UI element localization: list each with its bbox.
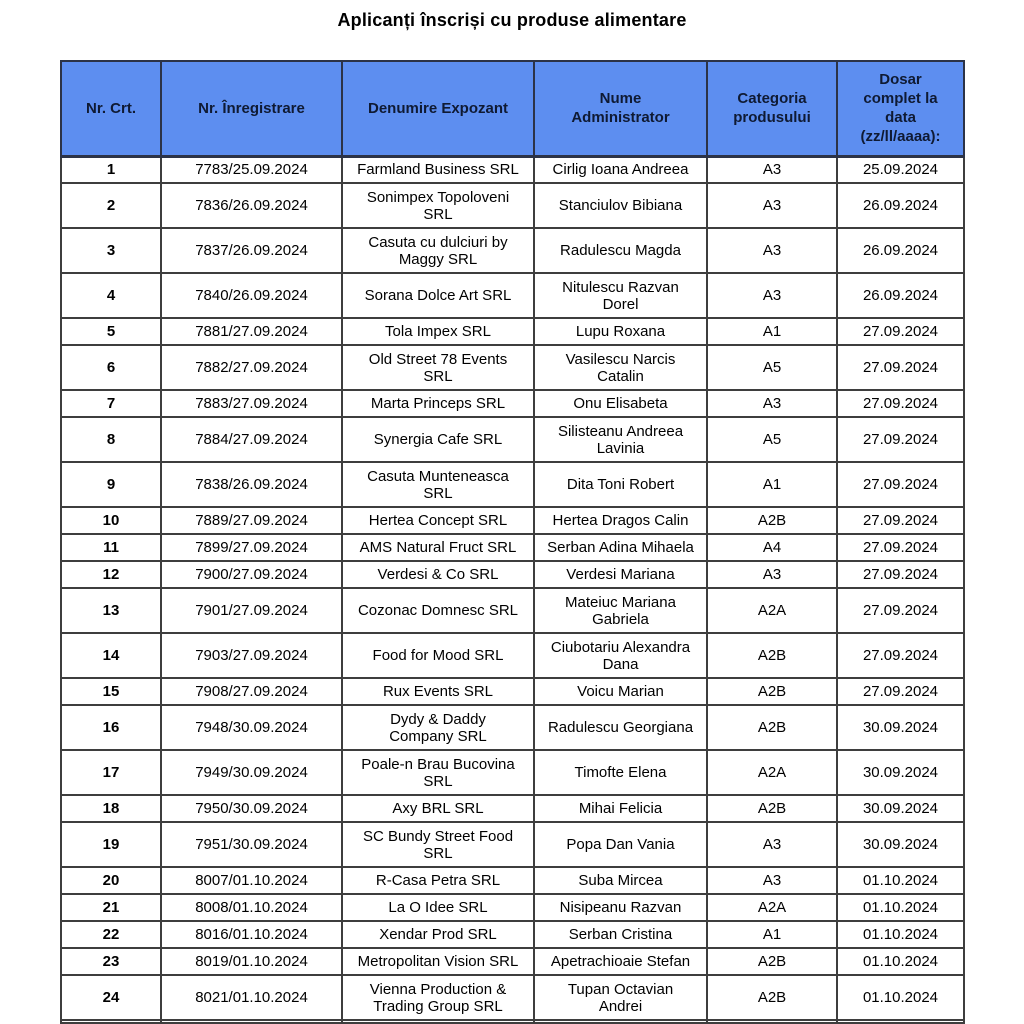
col-header-categoria-produsului: Categoria produsului	[707, 61, 837, 156]
col-header-denumire-expozant: Denumire Expozant	[342, 61, 534, 156]
table-row	[61, 750, 964, 795]
table-cell: A1	[707, 318, 837, 345]
table-cell: 21	[61, 894, 161, 921]
table-cell: Axy BRL SRL	[342, 795, 534, 822]
table-cell: A5	[707, 345, 837, 390]
table-cell: 16	[61, 705, 161, 750]
table-cell: 30.09.2024	[837, 795, 964, 822]
table-cell: 27.09.2024	[837, 417, 964, 462]
table-cell: 01.10.2024	[837, 948, 964, 975]
table-cell: 01.10.2024	[837, 867, 964, 894]
table-cell: Silisteanu Andreea Lavinia	[534, 417, 707, 462]
table-row	[61, 894, 964, 921]
table-header	[61, 61, 964, 156]
table-cell: Casuta Munteneasca SRL	[342, 462, 534, 507]
table-cell: A3	[707, 867, 837, 894]
table-cell: A2A	[707, 894, 837, 921]
table-cell: 30.09.2024	[837, 705, 964, 750]
table-cell: A4	[707, 534, 837, 561]
table-cell: A3	[707, 228, 837, 273]
table-cell: 26.09.2024	[837, 273, 964, 318]
table-row	[61, 417, 964, 462]
table-row	[61, 921, 964, 948]
table-cell: 26.09.2024	[837, 228, 964, 273]
table-cell: A2B	[707, 948, 837, 975]
table-cell: 8016/01.10.2024	[161, 921, 342, 948]
table-cell: 18	[61, 795, 161, 822]
table-cell: Farmland Business SRL	[342, 156, 534, 183]
table-cell: 01.10.2024	[837, 975, 964, 1020]
table-cell: 26.09.2024	[837, 183, 964, 228]
table-cell: 25.09.2024	[837, 156, 964, 183]
table-cell	[161, 1020, 342, 1023]
table-cell: 7840/26.09.2024	[161, 273, 342, 318]
table-cell: Radulescu Georgiana	[534, 705, 707, 750]
table-cell: Synergia Cafe SRL	[342, 417, 534, 462]
table-cell: Mihai Felicia	[534, 795, 707, 822]
table-cell: Suba Mircea	[534, 867, 707, 894]
table-cell: Tupan Octavian Andrei	[534, 975, 707, 1020]
table-cell: 7899/27.09.2024	[161, 534, 342, 561]
table-cell: 10	[61, 507, 161, 534]
header-row	[61, 61, 964, 156]
table-cell: Sorana Dolce Art SRL	[342, 273, 534, 318]
table-row	[61, 228, 964, 273]
table-cell: Verdesi & Co SRL	[342, 561, 534, 588]
table-cell: 7883/27.09.2024	[161, 390, 342, 417]
table-cell: 8008/01.10.2024	[161, 894, 342, 921]
table-cell: A5	[707, 417, 837, 462]
table-cell: 27.09.2024	[837, 678, 964, 705]
table-cell: 7783/25.09.2024	[161, 156, 342, 183]
table-row	[61, 822, 964, 867]
table-cell: 27.09.2024	[837, 462, 964, 507]
table-cell: Tola Impex SRL	[342, 318, 534, 345]
table-cell: 7950/30.09.2024	[161, 795, 342, 822]
table-cell: 7	[61, 390, 161, 417]
table-cell: Poale-n Brau Bucovina SRL	[342, 750, 534, 795]
table-row	[61, 867, 964, 894]
table-row	[61, 534, 964, 561]
table-cell: A2A	[707, 750, 837, 795]
table-cell: 7901/27.09.2024	[161, 588, 342, 633]
table-cell: A2B	[707, 507, 837, 534]
table-row	[61, 345, 964, 390]
table-cell: A1	[707, 462, 837, 507]
table-cell: 13	[61, 588, 161, 633]
table-row	[61, 156, 964, 183]
col-header-dosar-complet: Dosar complet la data (zz/ll/aaaa):	[837, 61, 964, 156]
table-cell: 7836/26.09.2024	[161, 183, 342, 228]
table-cell: Metropolitan Vision SRL	[342, 948, 534, 975]
table-row	[61, 318, 964, 345]
table-row	[61, 678, 964, 705]
table-cell: 17	[61, 750, 161, 795]
table-cell: 14	[61, 633, 161, 678]
table-cell: Voicu Marian	[534, 678, 707, 705]
table-cell: 19	[61, 822, 161, 867]
table-row	[61, 795, 964, 822]
table-cell: A1	[707, 921, 837, 948]
table-cell: 4	[61, 273, 161, 318]
col-header-nr-crt: Nr. Crt.	[61, 61, 161, 156]
table-cell: Verdesi Mariana	[534, 561, 707, 588]
table-cell: A2B	[707, 795, 837, 822]
table-cell: Radulescu Magda	[534, 228, 707, 273]
table-cell: A3	[707, 156, 837, 183]
table-cell: 9	[61, 462, 161, 507]
table-cell: A2B	[707, 975, 837, 1020]
table-cell: Casuta cu dulciuri by Maggy SRL	[342, 228, 534, 273]
table-row	[61, 507, 964, 534]
table-cell: Serban Cristina	[534, 921, 707, 948]
table-cell: 15	[61, 678, 161, 705]
table-cell: Rux Events SRL	[342, 678, 534, 705]
table-cell: A3	[707, 561, 837, 588]
table-cell: A2B	[707, 705, 837, 750]
col-header-nr-inregistrare: Nr. Înregistrare	[161, 61, 342, 156]
table-cell: 7951/30.09.2024	[161, 822, 342, 867]
table-cell: Ciubotariu Alexandra Dana	[534, 633, 707, 678]
table-cell: 27.09.2024	[837, 390, 964, 417]
table-row	[61, 390, 964, 417]
table-cell: 27.09.2024	[837, 561, 964, 588]
table-cell: Sonimpex Topoloveni SRL	[342, 183, 534, 228]
table-row	[61, 948, 964, 975]
table-cell: 7908/27.09.2024	[161, 678, 342, 705]
table-row	[61, 588, 964, 633]
table-cell: R-Casa Petra SRL	[342, 867, 534, 894]
table-cell: 27.09.2024	[837, 534, 964, 561]
table-cell: 01.10.2024	[837, 894, 964, 921]
col-header-nume-administrator: Nume Administrator	[534, 61, 707, 156]
applicants-table	[60, 60, 965, 1024]
table-row-partial	[61, 1020, 964, 1023]
table-cell	[342, 1020, 534, 1023]
table-cell: Dydy & Daddy Company SRL	[342, 705, 534, 750]
table-cell: Old Street 78 Events SRL	[342, 345, 534, 390]
table-cell: 22	[61, 921, 161, 948]
table-cell: Popa Dan Vania	[534, 822, 707, 867]
table-cell: 6	[61, 345, 161, 390]
table-cell: Cirlig Ioana Andreea	[534, 156, 707, 183]
table-cell: Food for Mood SRL	[342, 633, 534, 678]
table-cell: 3	[61, 228, 161, 273]
table-cell: A3	[707, 273, 837, 318]
table-cell: Vasilescu Narcis Catalin	[534, 345, 707, 390]
table-body	[61, 156, 964, 1023]
table-cell: 7949/30.09.2024	[161, 750, 342, 795]
table-cell: 7948/30.09.2024	[161, 705, 342, 750]
table-cell: Onu Elisabeta	[534, 390, 707, 417]
table-cell: A3	[707, 183, 837, 228]
table-cell: Cozonac Domnesc SRL	[342, 588, 534, 633]
table-cell: Marta Princeps SRL	[342, 390, 534, 417]
table-cell: Nisipeanu Razvan	[534, 894, 707, 921]
table-cell	[837, 1020, 964, 1023]
table-cell: Nitulescu Razvan Dorel	[534, 273, 707, 318]
table-cell: 7884/27.09.2024	[161, 417, 342, 462]
table-cell: 01.10.2024	[837, 921, 964, 948]
table-cell: Hertea Concept SRL	[342, 507, 534, 534]
table-cell: 8019/01.10.2024	[161, 948, 342, 975]
table-cell: Lupu Roxana	[534, 318, 707, 345]
table-cell: AMS Natural Fruct SRL	[342, 534, 534, 561]
table-cell: SC Bundy Street Food SRL	[342, 822, 534, 867]
table-cell: 24	[61, 975, 161, 1020]
table-cell: 27.09.2024	[837, 633, 964, 678]
table-cell: 7881/27.09.2024	[161, 318, 342, 345]
table-cell: 7882/27.09.2024	[161, 345, 342, 390]
table-cell: 23	[61, 948, 161, 975]
page-title: Aplicanți înscriși cu produse alimentare	[337, 10, 687, 30]
table-cell: 27.09.2024	[837, 345, 964, 390]
table-cell: A2B	[707, 633, 837, 678]
table-cell: 27.09.2024	[837, 588, 964, 633]
table-cell: La O Idee SRL	[342, 894, 534, 921]
table-cell: 7837/26.09.2024	[161, 228, 342, 273]
table-cell: Dita Toni Robert	[534, 462, 707, 507]
table-cell: 8007/01.10.2024	[161, 867, 342, 894]
table-cell: 8	[61, 417, 161, 462]
table-cell	[707, 1020, 837, 1023]
table-cell: 11	[61, 534, 161, 561]
table-cell: Xendar Prod SRL	[342, 921, 534, 948]
table-cell: 7889/27.09.2024	[161, 507, 342, 534]
table-row	[61, 273, 964, 318]
table-cell: 7838/26.09.2024	[161, 462, 342, 507]
table-row	[61, 462, 964, 507]
table-cell: 20	[61, 867, 161, 894]
table-row	[61, 705, 964, 750]
table-cell: Stanciulov Bibiana	[534, 183, 707, 228]
table-cell: A2A	[707, 588, 837, 633]
table-cell: Timofte Elena	[534, 750, 707, 795]
table-cell: 5	[61, 318, 161, 345]
table-cell	[534, 1020, 707, 1023]
table-cell: 7900/27.09.2024	[161, 561, 342, 588]
table-cell: A3	[707, 390, 837, 417]
table-cell: Hertea Dragos Calin	[534, 507, 707, 534]
table-cell: 7903/27.09.2024	[161, 633, 342, 678]
table-cell: 1	[61, 156, 161, 183]
table-cell: Serban Adina Mihaela	[534, 534, 707, 561]
table-cell: 12	[61, 561, 161, 588]
table-cell: A3	[707, 822, 837, 867]
table-cell: 30.09.2024	[837, 822, 964, 867]
table-cell: 2	[61, 183, 161, 228]
table-row	[61, 183, 964, 228]
table-cell: 8021/01.10.2024	[161, 975, 342, 1020]
table-cell: Vienna Production & Trading Group SRL	[342, 975, 534, 1020]
table-cell: 27.09.2024	[837, 318, 964, 345]
table-cell	[61, 1020, 161, 1023]
table-cell: 27.09.2024	[837, 507, 964, 534]
table-cell: A2B	[707, 678, 837, 705]
table-row	[61, 975, 964, 1020]
table-row	[61, 561, 964, 588]
table-cell: Mateiuc Mariana Gabriela	[534, 588, 707, 633]
table-cell: 30.09.2024	[837, 750, 964, 795]
table-cell: Apetrachioaie Stefan	[534, 948, 707, 975]
table-row	[61, 633, 964, 678]
